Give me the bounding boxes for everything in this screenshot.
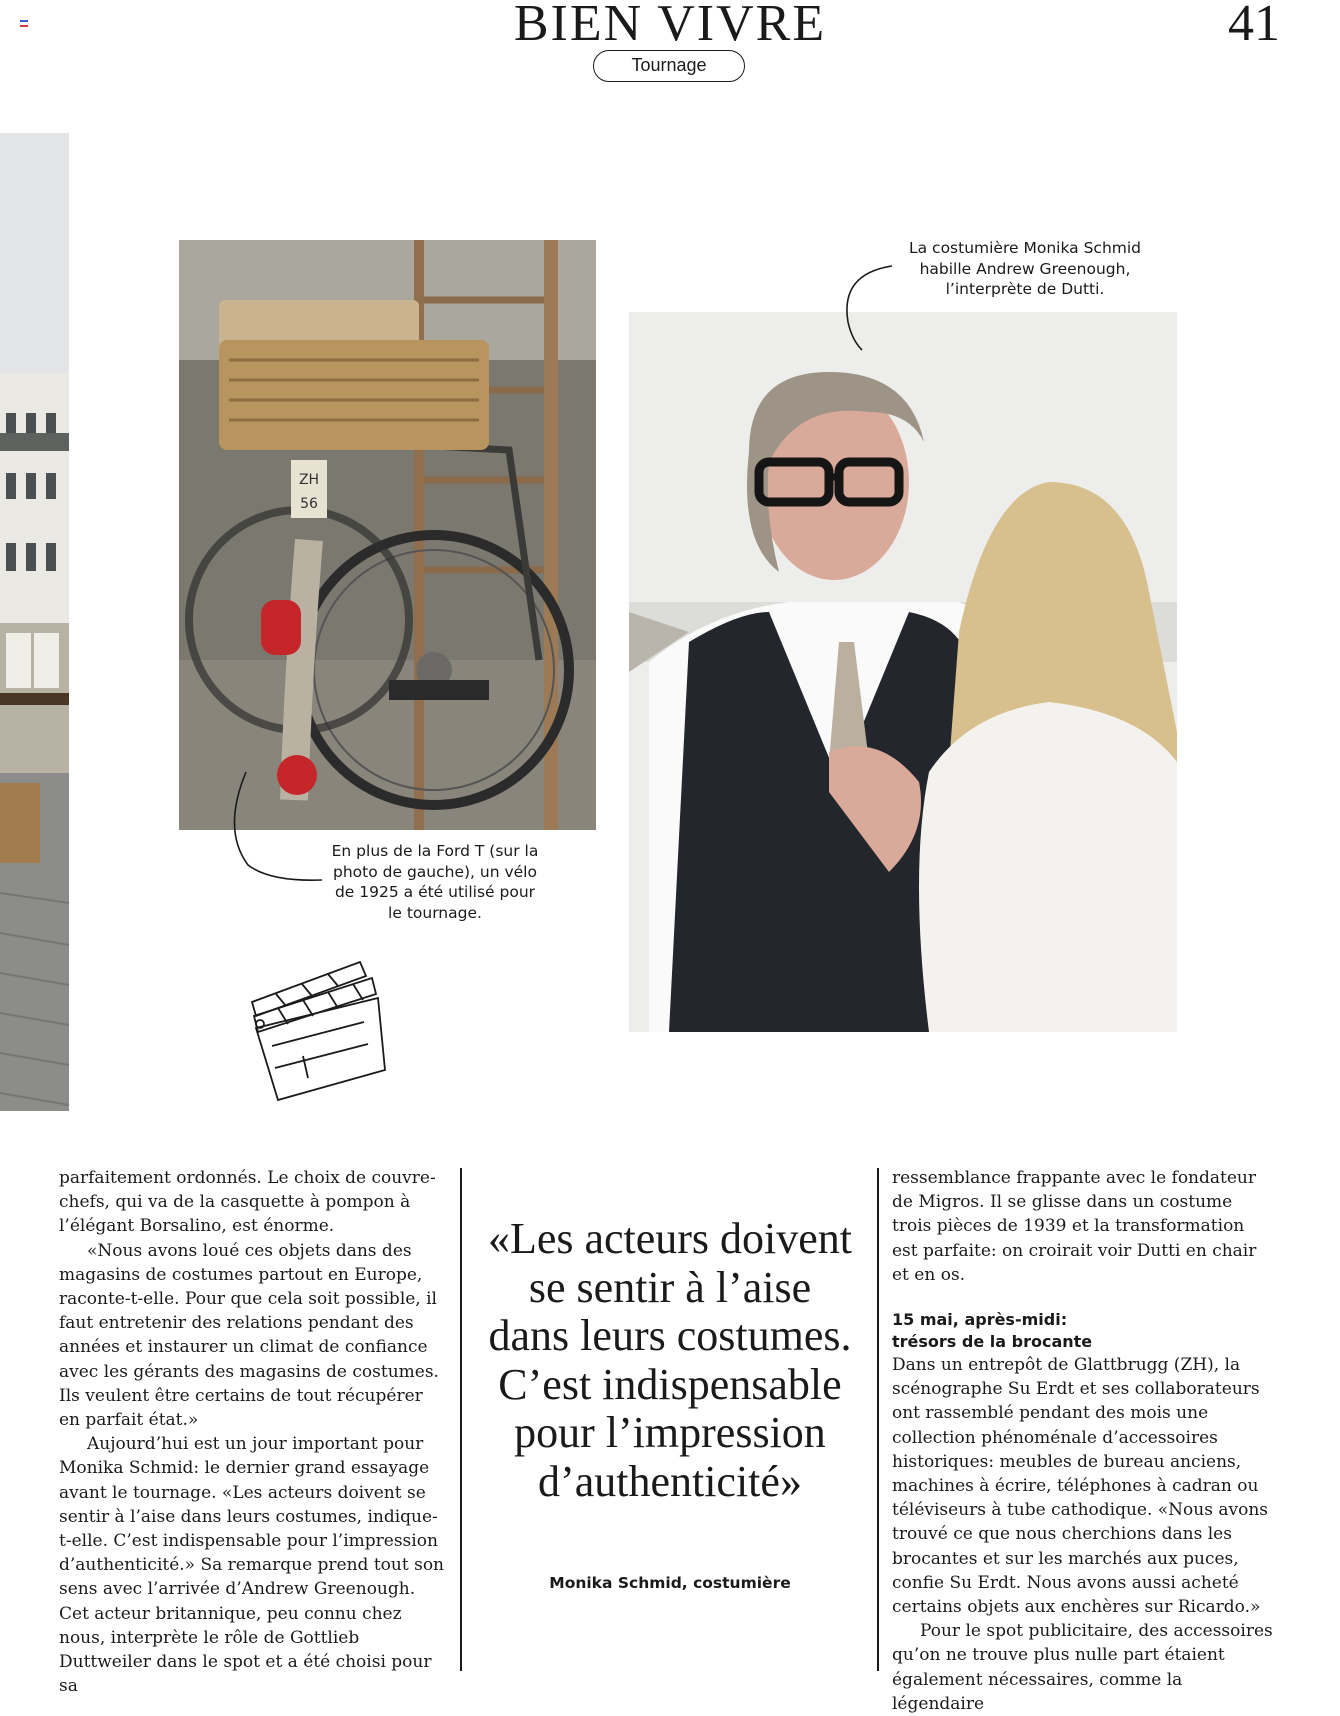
plate-line1: ZH <box>298 472 320 488</box>
caption-arrow-icon <box>830 262 900 352</box>
column-divider <box>460 1168 462 1671</box>
article-column-1 <box>59 1166 444 1698</box>
street-photo <box>0 133 69 1111</box>
article-column-3 <box>892 1166 1274 1716</box>
clapperboard-icon <box>248 958 388 1108</box>
paragraph: «Nous avons loué ces objets dans des magasins de costumes partout en Europe, raconte-t-elle. Pour que cela soit possible, il faut entretenir des relations pendant des années et instaurer un climat de confiance avec les gérants des magasins de costumes. Ils veulent être certains de tout récupérer en parfait état.» <box>59 1240 439 1431</box>
paragraph: Pour le spot publicitaire, des accessoires qu’on ne trouve plus nulle part étaient également nécessaires, comme la légendaire <box>892 1621 1273 1714</box>
caption-velo: En plus de la Ford T (sur la photo de gauche), un vélo de 1925 a été utilisé pour le tournage. <box>331 842 539 922</box>
column-divider <box>877 1168 879 1671</box>
section-tag: Tournage <box>593 50 745 82</box>
paragraph: ressemblance frappante avec le fondateur de Migros. Il se glisse dans un costume trois pièces de 1939 et la transformation est parfaite: on croirait voir Dutti en chair et en os. <box>892 1168 1257 1285</box>
caption-arrow-icon <box>226 770 326 885</box>
subhead-date: 15 mai, après-midi: <box>892 1310 1068 1330</box>
subhead-title: trésors de la brocante <box>892 1332 1093 1352</box>
caption-costumiere: La costumière Monika Schmid habille Andrew Greenough, l’interprète de Dutti. <box>908 239 1142 298</box>
paragraph: Aujourd’hui est un jour important pour Monika Schmid: le dernier grand essayage avant le tournage. «Les acteurs doivent se sentir à l’aise dans leurs costumes, indique-t-elle. C’est indispensable pour l’impression d’authenticité.» Sa remarque prend tout son sens avec l’arrivée d’Andrew Greenough. Cet acteur britannique, peu connu chez nous, interprète le rôle de Gottlieb Duttweiler dans le spot et a été choisi pour sa <box>59 1434 444 1697</box>
pull-quote-author: Monika Schmid, costumière <box>549 1574 791 1592</box>
section-title: BIEN VIVRE <box>513 0 827 52</box>
page-number: 41 <box>1228 0 1280 52</box>
bicycle-photo <box>179 240 596 830</box>
portrait-photo <box>629 312 1177 1032</box>
pull-quote: «Les acteurs doivent se sentir à l’aise dans leurs costumes. C’est indispensable pour l’impression d’authenticité» <box>487 1214 853 1506</box>
paragraph: parfaitement ordonnés. Le choix de couvre-chefs, qui va de la casquette à pompon à l’élégant Borsalino, est énorme. <box>59 1168 436 1237</box>
paragraph: Dans un entrepôt de Glattbrugg (ZH), la scénographe Su Erdt et ses collaborateurs ont rassemblé pendant des mois une collection phénoménale d’accessoires historiques: meubles de bureau anciens, machines à écrire, téléphones à cadran ou téléviseurs à tube cathodique. «Nous avons trouvé ce que nous cherchions dans les brocantes et sur les marchés aux puces, confie Su Erdt. Nous avons aussi acheté certains objets aux enchères sur Ricardo.» <box>892 1355 1269 1618</box>
plate-line2: 56 <box>300 496 318 512</box>
